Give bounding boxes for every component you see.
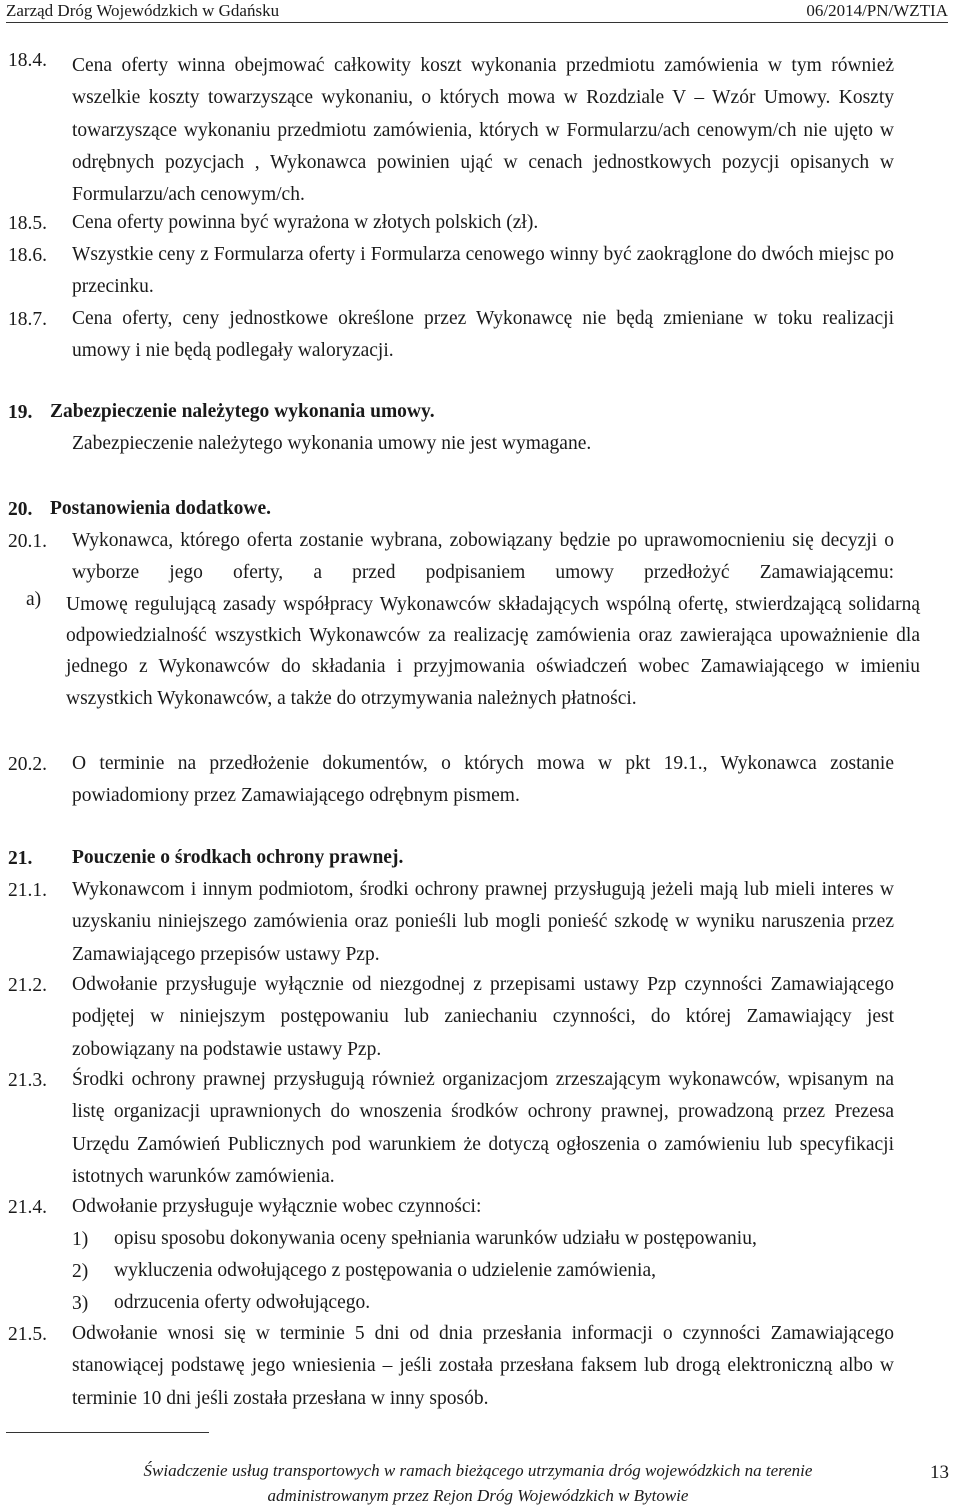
section-text: Zabezpieczenie należytego wykonania umowy nie jest wymagane. <box>72 433 592 454</box>
footer-line-2: administrowanym przez Rejon Dróg Wojewódzkich w Bytowie <box>267 1486 689 1505</box>
list-item-text: odrzucenia oferty odwołującego. <box>114 1292 371 1313</box>
list-item-text: wykluczenia odwołującego z postępowania o udzielenie zamówienia, <box>114 1260 657 1281</box>
section-text: Cena oferty, ceny jednostkowe określone przez Wykonawcę nie będą zmieniane w toku realizacji umowy i nie będą podlegały waloryzacji. <box>72 308 894 362</box>
page-header <box>6 0 948 23</box>
section-number: 18.7. <box>8 309 47 330</box>
section-title: Pouczenie o środkach ochrony prawnej. <box>72 847 404 868</box>
section-number: 20. <box>8 499 33 520</box>
list-item-number: 1) <box>72 1229 89 1250</box>
section-number: 20.1. <box>8 531 47 552</box>
section-text: Wszystkie ceny z Formularza oferty i Formularza cenowego winny być zaokrąglone do dwóch miejsc po przecinku. <box>72 244 894 298</box>
section-text: Cena oferty powinna być wyrażona w złotych polskich (zł). <box>72 212 539 233</box>
section-text: Wykonawcom i innym podmiotom, środki ochrony prawnej przysługują jeżeli mają lub mieli interes w uzyskaniu niniejszego zamówienia oraz ponieśli lub mogli ponieść szkodę w wyniku naruszenia przez Zamawiającego przepisów ustawy Pzp. <box>72 879 894 965</box>
section-number: 21.5. <box>8 1324 47 1345</box>
item-text: Umowę regulującą zasady współpracy Wykonawców składających wspólną ofertę, stwierdzającą solidarną odpowiedzialność wszystkich Wykonawców za realizację zamówienia oraz zawierająca upoważnienie dla jednego z Wykonawców do składania i przyjmowania oświadczeń wobec Zamawiającego w imieniu wszystkich Wykonawców, a także do otrzymywania należnych płatności. <box>66 594 920 709</box>
section-number: 21.4. <box>8 1197 47 1218</box>
section-text: Wykonawca, którego oferta zostanie wybrana, zobowiązany będzie po uprawomocnieniu się decyzji o wyborze jego oferty, a przed podpisaniem umowy przedłożyć Zamawiającemu: <box>72 530 894 584</box>
page-number: 13 <box>930 1462 949 1483</box>
section-number: 21.3. <box>8 1070 47 1091</box>
section-number: 18.6. <box>8 245 47 266</box>
page-footer <box>64 1458 892 1508</box>
section-text: Cena oferty winna obejmować całkowity koszt wykonania przedmiotu zamówienia w tym również wszelkie koszty towarzyszące wykonaniu, o których mowa w Rozdziale V – Wzór Umowy. Koszty towarzyszące wykonaniu przedmiotu zamówienia, których w Formularzu/ach cenowym/ch nie ujęto w odrębnych pozycjach , Wykonawca powinien ująć w cenach jednostkowych pozycji opisanych w Formularzu/ach cenowym/ch. <box>72 55 894 206</box>
header-organization: Zarząd Dróg Wojewódzkich w Gdańsku <box>6 1 280 20</box>
section-text: Środki ochrony prawnej przysługują również organizacjom zrzeszającym wykonawców, wpisanym na listę organizacji uprawnionych do wnoszenia środków ochrony prawnej, prowadzoną przez Prezesa Urzędu Zamówień Publicznych pod warunkiem że dotyczą ogłoszenia o zamówieniu lub specyfikacji istotnych warunków zamówienia. <box>72 1069 894 1187</box>
section-number: 21. <box>8 848 33 869</box>
section-number: 18.5. <box>8 213 47 234</box>
section-number: 19. <box>8 402 33 423</box>
section-text: O terminie na przedłożenie dokumentów, o których mowa w pkt 19.1., Wykonawca zostanie powiadomiony przez Zamawiającego odrębnym pismem. <box>72 753 894 807</box>
list-item-text: opisu sposobu dokonywania oceny spełniania warunków udziału w postępowaniu, <box>114 1228 757 1249</box>
footer-rule <box>6 1432 209 1433</box>
footer-line-1: Świadczenie usług transportowych w ramach bieżącego utrzymania dróg wojewódzkich na terenie <box>143 1461 813 1480</box>
section-title: Postanowienia dodatkowe. <box>50 498 272 519</box>
item-label: a) <box>26 589 42 610</box>
header-reference-number: 06/2014/PN/WZTIA <box>806 1 948 20</box>
section-title: Zabezpieczenie należytego wykonania umowy. <box>50 401 435 422</box>
section-number: 21.2. <box>8 975 47 996</box>
section-text: Odwołanie przysługuje wyłącznie wobec czynności: <box>72 1196 482 1217</box>
section-text: Odwołanie wnosi się w terminie 5 dni od dnia przesłania informacji o czynności Zamawiającego stanowiącej podstawę jego wniesienia – jeśli została przesłana faksem lub drogą elektroniczną albo w terminie 10 dni jeśli została przesłana w inny sposób. <box>72 1323 894 1409</box>
section-number: 21.1. <box>8 880 47 901</box>
section-number: 18.4. <box>8 50 47 71</box>
section-text: Odwołanie przysługuje wyłącznie od niezgodnej z przepisami ustawy Pzp czynności Zamawiającego podjętej w niniejszym postępowaniu lub zaniechaniu czynności, do której Zamawiający jest zobowiązany na podstawie ustawy Pzp. <box>72 974 894 1060</box>
list-item-number: 3) <box>72 1293 89 1314</box>
list-item-number: 2) <box>72 1261 89 1282</box>
section-number: 20.2. <box>8 754 47 775</box>
